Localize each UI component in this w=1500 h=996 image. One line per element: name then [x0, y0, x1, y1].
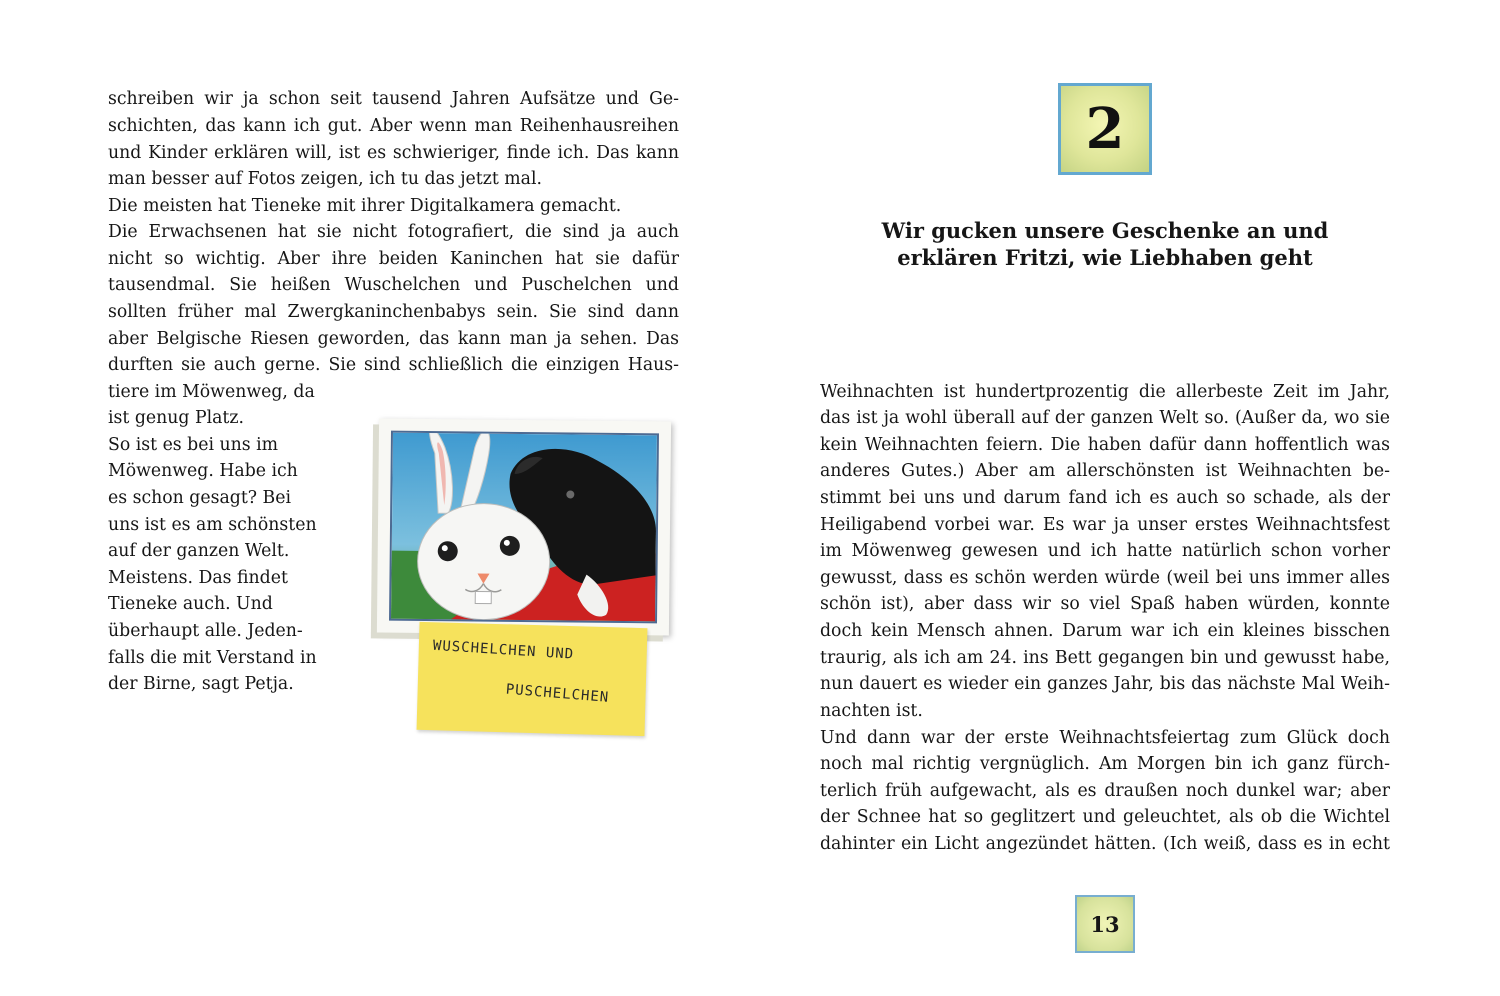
text-line: Die Erwachsenen hat sie nicht fotografiert, die sind ja auch — [108, 222, 679, 242]
text-line: durften sie auch gerne. Sie sind schließlich die einzigen Haus- — [108, 355, 679, 375]
text-line: gewusst, dass es schön werden würde (weil bei uns immer alles — [820, 568, 1390, 588]
text-line: schreiben wir ja schon seit tausend Jahren Aufsätze und Ge- — [108, 89, 679, 109]
text-line: dahinter ein Licht angezündet hätten. (Ich weiß, dass es in echt — [820, 834, 1390, 854]
text-line: man besser auf Fotos zeigen, ich tu das jetzt mal. — [108, 169, 542, 189]
text-line: Tieneke auch. Und — [108, 594, 273, 614]
text-line: stimmt bei uns und darum fand ich es auch so schade, als der — [820, 488, 1390, 508]
text-line: So ist es bei uns im — [108, 435, 279, 455]
white-rabbit — [417, 503, 550, 620]
text-line: aber Belgische Riesen geworden, das kann man ja sehen. Das — [108, 329, 679, 349]
rabbit-photo-image — [389, 431, 659, 624]
text-line: schön ist), aber dass wir so viel Spaß haben würden, konnte — [820, 594, 1390, 614]
text-line: ist genug Platz. — [108, 408, 244, 428]
text-line: terlich früh aufgewacht, als es draußen noch dunkel war; aber — [820, 781, 1390, 801]
text-line: überhaupt alle. Jeden- — [108, 621, 303, 641]
text-line: tausendmal. Sie heißen Wuschelchen und Puschelchen und — [108, 275, 679, 295]
text-line: anderes Gutes.) Aber am allerschönsten ist Weihnachten be- — [820, 461, 1390, 481]
text-line: nicht so wichtig. Aber ihre beiden Kaninchen hat sie dafür — [108, 249, 679, 269]
text-line: der Schnee hat so geglitzert und geleuchtet, als ob die Wichtel — [820, 807, 1390, 827]
page-number: 13 — [1075, 895, 1135, 953]
text-line: Die meisten hat Tieneke mit ihrer Digitalkamera gemacht. — [108, 196, 622, 216]
caption-line: PUSCHELCHEN — [505, 681, 610, 706]
text-line: traurig, als ich am 24. ins Bett gegangen bin und gewusst habe, — [820, 648, 1390, 668]
chapter-number-badge: 2 — [1058, 83, 1152, 175]
text-line: uns ist es am schönsten — [108, 515, 317, 535]
text-line: kein Weihnachten feiern. Die haben dafür dann hoffentlich was — [820, 435, 1390, 455]
text-line: der Birne, sagt Petja. — [108, 674, 294, 694]
text-line: schichten, das kann ich gut. Aber wenn man Reihenhausreihen — [108, 116, 679, 136]
chapter-title-line: Wir gucken unsere Geschenke an und — [881, 218, 1329, 243]
text-line: Weihnachten ist hundertprozentig die allerbeste Zeit im Jahr, — [820, 382, 1390, 402]
text-line: noch mal richtig vergnüglich. Am Morgen bin ich ganz fürch- — [820, 754, 1390, 774]
chapter-title-line: erklären Fritzi, wie Liebhaben geht — [897, 245, 1313, 270]
text-line: es schon gesagt? Bei — [108, 488, 291, 508]
rabbit-illustration — [330, 400, 720, 760]
text-line: Meistens. Das findet — [108, 568, 288, 588]
text-line: tiere im Möwenweg, da — [108, 382, 315, 402]
text-line: Und dann war der erste Weihnachtsfeiertag zum Glück doch — [820, 728, 1390, 748]
text-line: Möwenweg. Habe ich — [108, 461, 298, 481]
rabbits-drawing — [391, 433, 657, 622]
caption-line: WUSCHELCHEN UND — [432, 637, 575, 663]
text-line: und Kinder erklären will, ist es schwieriger, finde ich. Das kann — [108, 143, 679, 163]
text-line: falls die mit Verstand in — [108, 648, 317, 668]
text-line: sollten früher mal Zwergkaninchenbabys sein. Sie sind dann — [108, 302, 679, 322]
photo-caption-label — [417, 622, 648, 736]
text-line: im Möwenweg gewesen und ich hatte natürlich schon vorher — [820, 541, 1390, 561]
text-line: Heiligabend vorbei war. Es war ja unser erstes Weihnachtsfest — [820, 515, 1390, 535]
text-line: nachten ist. — [820, 701, 923, 721]
text-line: das ist ja wohl überall auf der ganzen Welt so. (Außer da, wo sie — [820, 408, 1390, 428]
text-line: nun dauert es wieder ein ganzes Jahr, bis das nächste Mal Weih- — [820, 674, 1390, 694]
text-line: doch kein Mensch ahnen. Darum war ich ein kleines bisschen — [820, 621, 1390, 641]
text-line: auf der ganzen Welt. — [108, 541, 290, 561]
rabbit-photo — [377, 418, 671, 635]
